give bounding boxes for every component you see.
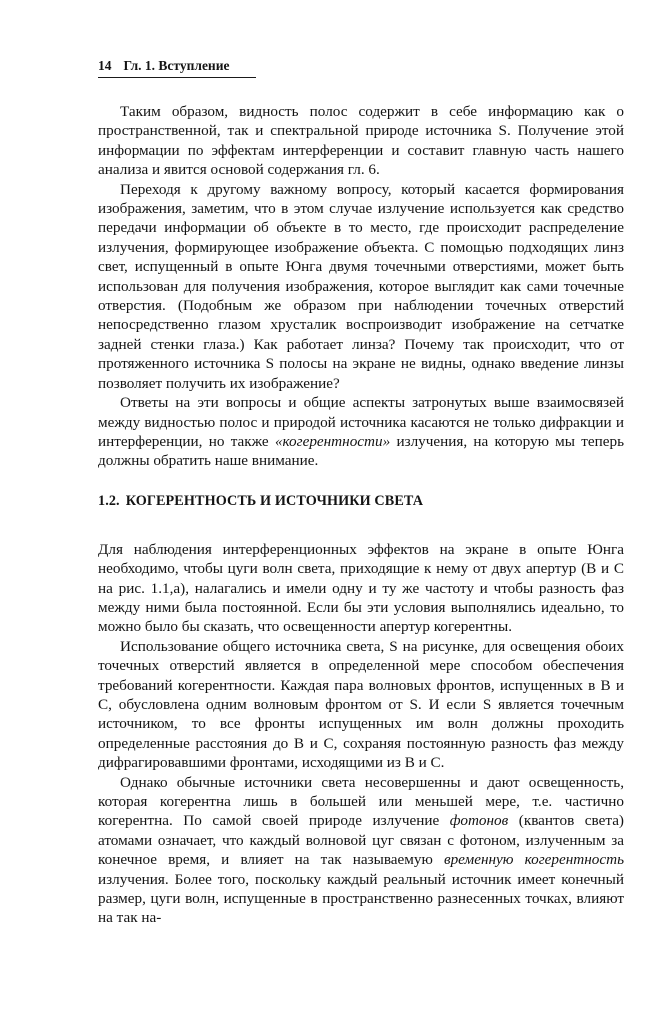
page-number: 14 — [98, 58, 112, 73]
paragraph-text: излучения, на которую мы теперь должны обратить наше внимание. — [98, 432, 625, 470]
paragraph-text: (квантов света) атомами означает, что каждый волновой цуг связан с фотоном, излученным за конечное время, и влияет на так называемую — [98, 812, 624, 869]
paragraph: Использование общего источника света, S на рисунке, для освещения обоих точечных отверстий является в определенной мере способом обеспечения требований когерентности. Каждая пара волновых фронтов, испущенных в В и С, обусловлена одним волновым фронтом от S. И если S является точечным источником, то все фронты испущенных им волн должны проходить определенные расстояния до В и С, сохраняя постоянную разность фаз между дифрагировавшими фронтами, исходящими из В и С. — [98, 637, 624, 772]
chapter-title: Гл. 1. Вступление — [123, 58, 230, 73]
paragraph: Переходя к другому важному вопросу, который касается формирования изображения, заметим, что в этом случае излучение используется как средство передачи информации об объекте в то место, где происходит распределение излучения, формирующее изображение объекта. С помощью подходящих линз свет, испущенный в опыте Юнга двумя точечными отверстиями, может быть использован для получения изображения, которое выглядит как сами точечные отверстия. (Подобным же образом при наблюдении точечных отверстий непосредственно глазом хрусталик воспроизводит изображение на сетчатке задней стенки глаза.) Как работает линза? Почему так происходит, что от протяженного источника S полосы на экране не видны, однако введение линзы позволяет получить их изображение? — [98, 180, 624, 392]
paragraph-text: излучения. Более того, поскольку каждый реальный источник имеет конечный размер, цуги волн, испущенные в пространственно разнесенных точках, влияют на так на- — [98, 870, 624, 927]
paragraph — [98, 773, 624, 928]
running-head — [98, 58, 256, 78]
paragraph — [98, 393, 624, 471]
paragraph-text: Однако обычные источники света несовершенны и дают освещенность, которая когерентна лишь в большей или меньшей мере, т.е. частично когерентна. По самой своей природе излучение — [98, 773, 624, 830]
paragraph: Для наблюдения интерференционных эффектов на экране в опыте Юнга необходимо, чтобы цуги волн света, приходящие к нему от двух апертур (В и С на рис. 1.1,а), налагались и имели одну и ту же частоту и чтобы разность фаз между ними была постоянной. Если бы эти условия выполнялись идеально, то можно было бы сказать, что освещенности апертур когерентны. — [98, 540, 624, 636]
section-title: КОГЕРЕНТНОСТЬ И ИСТОЧНИКИ СВЕТА — [125, 492, 424, 509]
section-heading — [98, 493, 624, 510]
italic-term: «когерентности» — [274, 432, 391, 450]
italic-term: временную когерентность — [443, 851, 625, 869]
paragraph: Таким образом, видность полос содержит в себе информацию как о пространственной, так и спектральной природе источника S. Получение этой информации по эффектам интерференции и составит главную часть нашего анализа и явится основой содержания гл. 6. — [98, 103, 624, 179]
section-number: 1.2. — [98, 492, 120, 509]
text-block-after — [98, 540, 624, 928]
italic-term: фотонов — [449, 812, 509, 830]
paragraph-text: Ответы на эти вопросы и общие аспекты затронутых выше взаимосвязей между видностью полос и природой источника касаются не только дифракции и интерференции, но также — [98, 394, 624, 450]
text-block-before — [98, 102, 624, 471]
